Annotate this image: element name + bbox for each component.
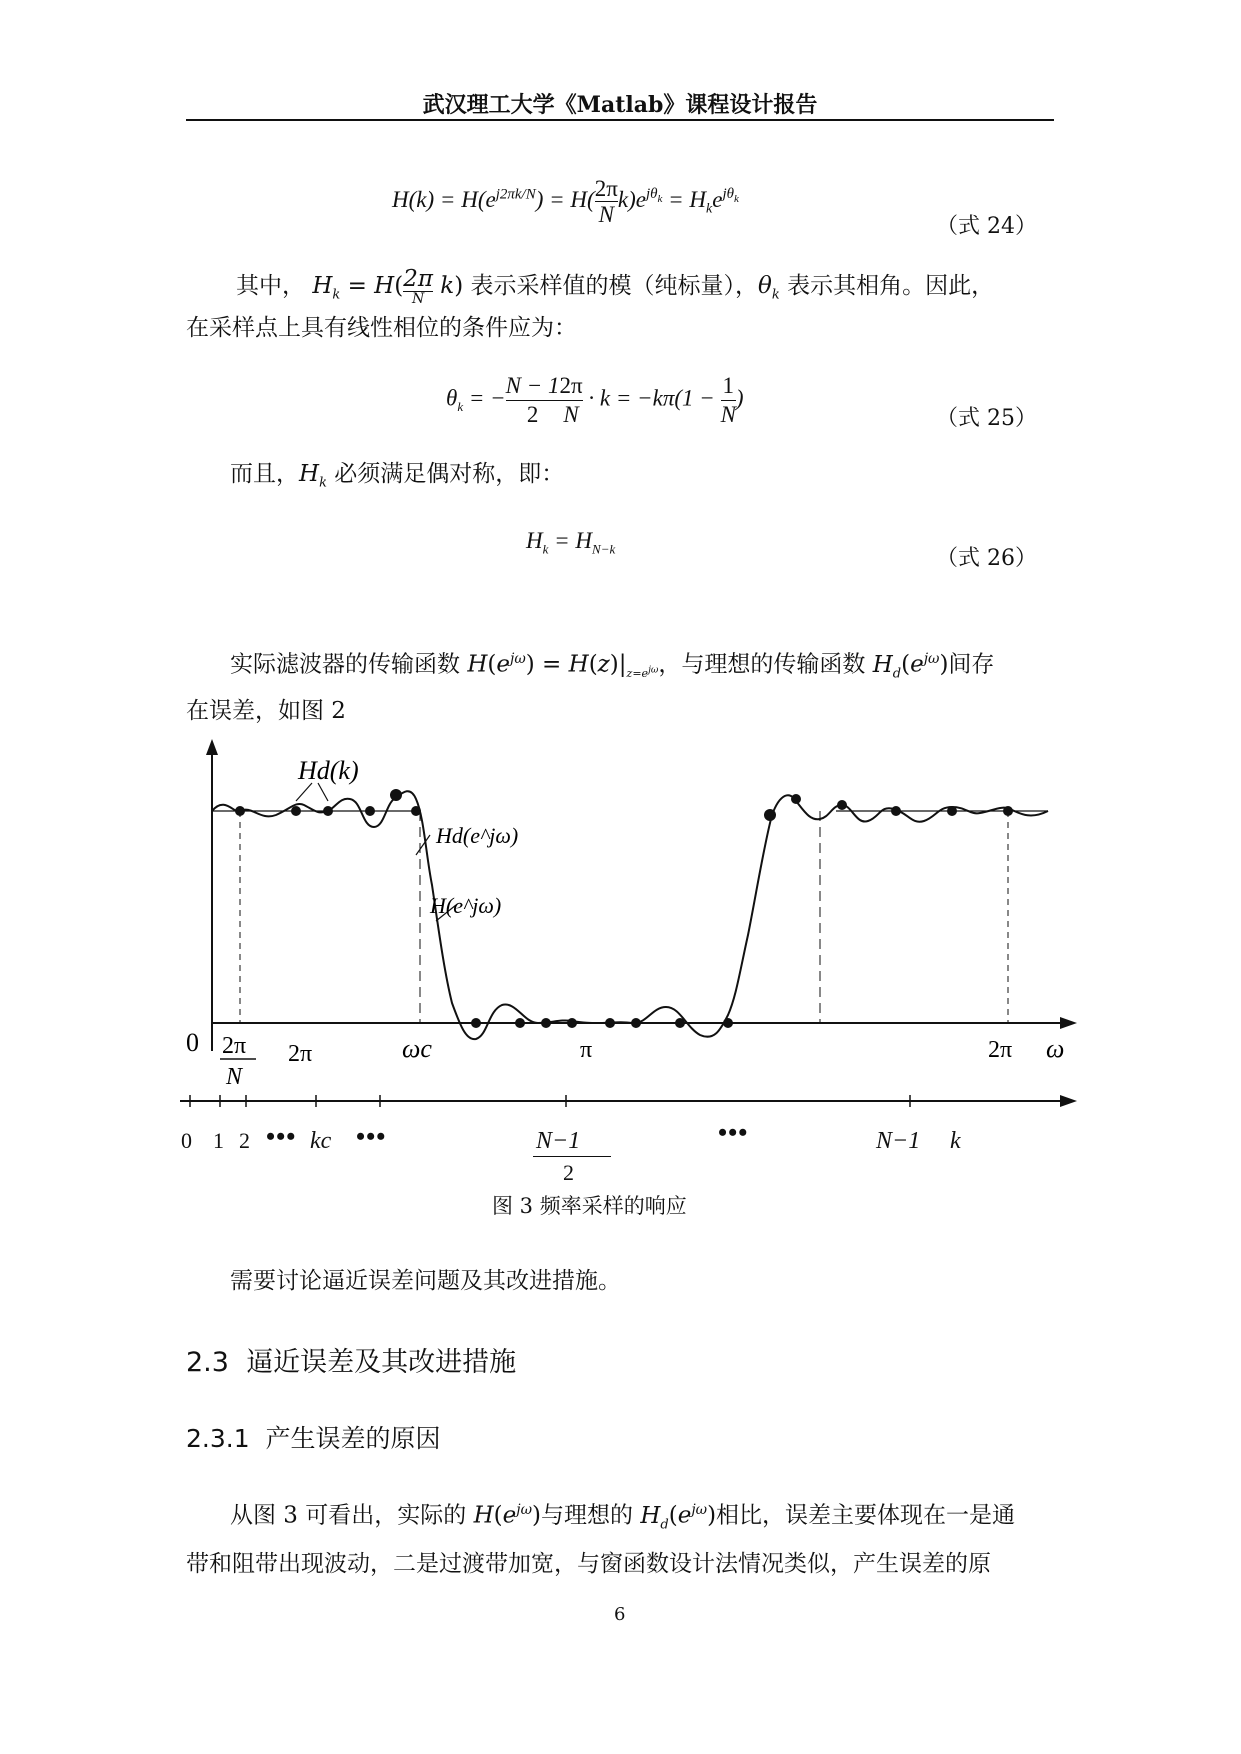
sample-point [675,1018,685,1028]
k-label-2: 2 [239,1128,250,1153]
sample-point [365,806,375,816]
sample-point [605,1018,615,1028]
amplitude-axis-arrow [206,739,218,755]
k-label-mid-den: 2 [563,1160,574,1185]
actual-response-curve [212,791,1048,1039]
label-2pi-over-n-den: N [226,1064,243,1090]
omega-axis-arrow [1060,1017,1077,1029]
label-2pi-over-n-num: 2π [222,1033,247,1059]
sample-point [323,806,333,816]
paragraph-5-line-1: 从图 3 可看出，实际的 $H(e^{j\omega})$与理想的 $H_d(e^{j\omega})$相比，误差主要体现在一是通 [230,1502,1016,1533]
subsection-heading [186,1419,441,1455]
sample-point [235,806,245,816]
paragraph-3-line-2: 在误差，如图 2 [186,698,346,724]
subsection-title: 产生误差的原因 [265,1424,441,1453]
eq24-hk: H [392,187,409,213]
k-label-0: 0 [181,1128,192,1153]
header-rule [186,119,1054,121]
sample-points [235,789,1013,1028]
frequency-sampling-figure [180,735,1080,1125]
label-hd-k: Hd(k) [298,756,359,785]
hd-ejw-leader [416,835,430,855]
hd-k-leader [296,783,312,801]
section-number: 2.3 [186,1347,229,1378]
k-label-k: k [950,1128,961,1154]
label-2pi-left: 2π [288,1041,313,1067]
k-label-mid-num: N−1 [536,1128,581,1154]
paragraph-2: 而且，$H_k$ 必须满足偶对称，即： [230,461,565,491]
equation-25-number: （式 25） [936,406,1037,431]
section-title: 逼近误差及其改进措施 [246,1347,517,1378]
sample-point [837,800,847,810]
equation-25: $\theta_k$ = − $\frac{N - 1}{2}$ $\frac{2\pi}{N}$ · k = −kπ(1 − $\frac{1}{N}$ ) [446,373,744,427]
equation-26-number: （式 26） [936,546,1037,571]
label-h-ejw: H(e^jω) [430,893,502,918]
k-label-kc: kc [310,1128,332,1154]
label-omega: ω [1046,1034,1065,1063]
paragraph-1-line-2: 在采样点上具有线性相位的条件应为： [186,315,577,341]
sample-point [390,789,402,801]
label-2pi-right: 2π [988,1037,1013,1063]
sample-point [891,806,901,816]
k-label-dots-2: ••• [356,1122,387,1151]
sample-point [411,806,421,816]
k-label-dots-1: ••• [266,1122,297,1151]
hd-k-leader-2 [318,783,328,801]
sample-point [764,809,776,821]
equation-26: $H_k = H_{N-k}$ [526,528,616,557]
equation-24-number: （式 24） [936,214,1037,239]
k-label-mid-bar [533,1156,611,1157]
page-number: 6 [614,1604,626,1625]
paragraph-1-line-1: 其中， $H_k = H$( 2π N k) 表示采样值的模（纯标量），$\theta_k$ 表示其相角。因此， [236,266,995,308]
sample-point [723,1018,733,1028]
paragraph-3-line-1: 实际滤波器的传输函数 $H(e^{j\omega}) = H(z)|_{z=e^{j\omega}}$，与理想的传输函数 $H_d(e^{j\omega})$间存 [230,651,995,682]
label-pi: π [580,1037,593,1063]
sample-point [471,1018,481,1028]
k-label-dots-3: ••• [718,1118,749,1147]
section-heading [186,1340,516,1379]
label-hd-ejw: Hd(e^jω) [436,823,519,848]
k-axis-arrow [1060,1095,1077,1107]
label-origin: 0 [186,1028,199,1057]
paragraph-4: 需要讨论逼近误差问题及其改进措施。 [230,1268,621,1294]
equation-24: $H(k) = H(e^{j2\pi k/N}) = H$( $\frac{2\pi}{N}$ $k)e^{j\theta_k} = H_ke^{j\theta_k}$ [392,176,739,228]
sample-point [541,1018,551,1028]
page-header-title: 武汉理工大学《Matlab》课程设计报告 [422,92,818,118]
sample-point [291,806,301,816]
k-label-1: 1 [213,1128,224,1153]
sample-point [515,1018,525,1028]
figure-caption: 图 3 频率采样的响应 [492,1194,687,1218]
sample-point [791,794,801,804]
label-omega-c: ωc [402,1034,432,1063]
sample-point [947,806,957,816]
sample-point [1003,806,1013,816]
k-label-n-minus-1: N−1 [876,1128,921,1154]
subsection-number: 2.3.1 [186,1424,250,1453]
paragraph-5-line-2: 带和阻带出现波动，二是过渡带加宽，与窗函数设计法情况类似，产生误差的原 [186,1551,991,1577]
sample-point [631,1018,641,1028]
sample-point [567,1018,577,1028]
